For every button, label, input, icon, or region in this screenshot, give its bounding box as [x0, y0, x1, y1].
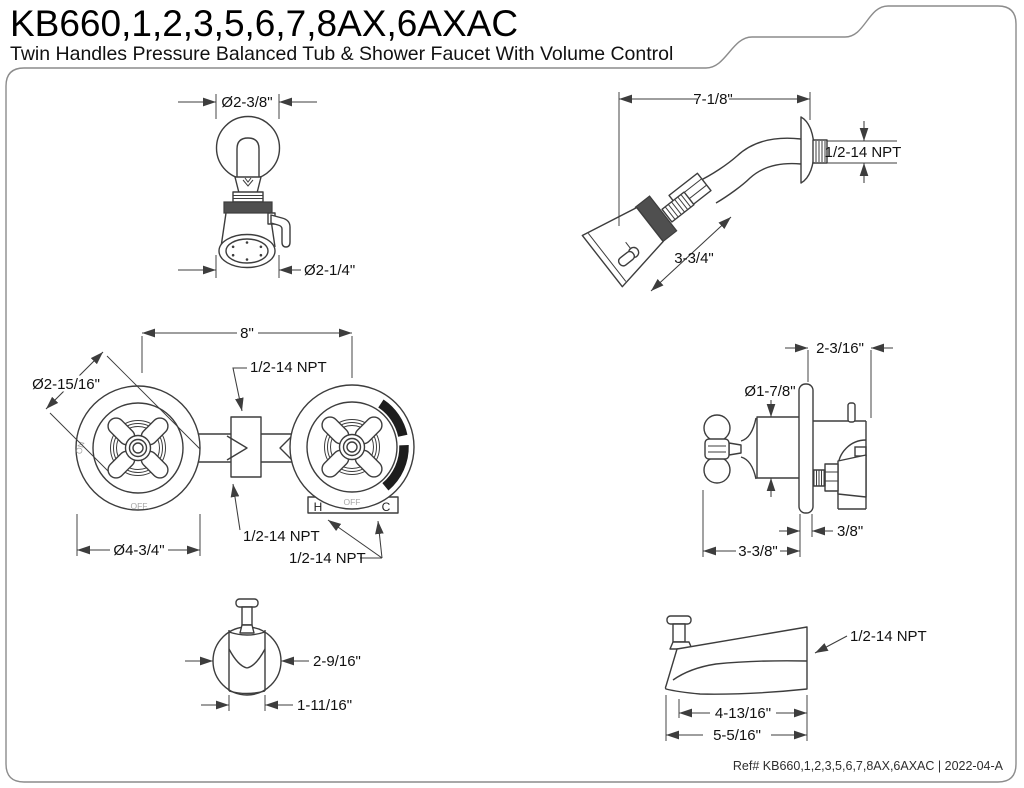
view-spout-top: [185, 599, 361, 714]
view-valve-front: [32, 325, 414, 567]
left-cross-handle: [73, 386, 200, 510]
page-subtitle: Twin Handles Pressure Balanced Tub & Shower Faucet With Volume Control: [10, 43, 674, 65]
dim-spout-overall-length: 5-5/16": [713, 727, 761, 744]
handle-top-lobe: [704, 415, 730, 441]
handle-front-boss: [705, 439, 729, 459]
dim-tub-outlet-thread: 1/2-14 NPT: [243, 528, 320, 545]
dim-head-length: 3-3/4": [674, 250, 714, 267]
ball-joint: [235, 177, 261, 193]
dim-spout-upper-length: 4-13/16": [714, 705, 772, 722]
hub-cylinder: [757, 417, 800, 478]
on-label-left: ON: [73, 440, 87, 456]
dim-spout-base-width: 1-11/16": [297, 697, 353, 714]
view-valve-side: [703, 340, 893, 560]
dim-handle-clearance: 3-3/8": [738, 543, 778, 560]
off-label-right: OFF: [343, 497, 361, 507]
dim-face-diameter: Ø2-1/4": [304, 262, 356, 279]
escutcheon-plate-side: [799, 384, 813, 513]
off-label-left: OFF: [130, 501, 148, 511]
shower-arm-front: [237, 138, 259, 178]
spout-top-outline: [213, 627, 281, 695]
right-cross-handle: [290, 385, 414, 509]
hot-label: H: [313, 500, 323, 514]
cold-label: C: [381, 500, 391, 514]
page-title: KB660,1,2,3,5,6,7,8AX,6AXAC: [10, 3, 519, 44]
volume-control-stem: [848, 403, 855, 422]
cartridge-hex-nut: [825, 464, 838, 491]
knurled-band: [224, 202, 272, 213]
arm-lower-edge: [716, 164, 801, 203]
dim-plate-thickness: 3/8": [837, 523, 864, 540]
dim-flange-diameter: Ø2-3/8": [221, 94, 273, 111]
dim-inlet-thread: 1/2-14 NPT: [289, 550, 366, 567]
diverter-knob-cap: [236, 599, 258, 607]
diverter-knob-base: [240, 625, 254, 633]
dim-inlet-thread: 1/2-14 NPT: [824, 144, 902, 161]
diverter-knob-cap-side: [667, 616, 691, 624]
dim-spout-width: 2-9/16": [313, 653, 361, 670]
dim-hub-diameter: Ø1-7/8": [744, 383, 796, 400]
dim-shower-outlet-thread: 1/2-14 NPT: [250, 359, 327, 376]
cartridge-cone: [838, 455, 866, 497]
handle-stem: [729, 443, 741, 455]
diverter-knob-stem: [242, 607, 252, 625]
dim-body-depth: 2-3/16": [816, 340, 864, 357]
handle-bell: [741, 418, 756, 479]
view-spout-side: [666, 616, 927, 744]
dim-escutcheon-diameter: Ø4-3/4": [113, 542, 165, 559]
wall-flange-side: [801, 117, 814, 183]
handle-bottom-lobe: [704, 457, 730, 483]
view-shower-head-front: [178, 94, 355, 279]
view-shower-head-side: [582, 91, 901, 291]
dim-arm-reach: 7-1/8": [693, 91, 733, 108]
collar-ring: [233, 192, 263, 202]
dim-handle-diameter: Ø2-15/16": [32, 376, 100, 393]
dim-spout-inlet-thread: 1/2-14 NPT: [850, 628, 927, 645]
reference-number: Ref# KB660,1,2,3,5,6,7,8AX,6AXAC | 2022-04-A: [732, 759, 1003, 773]
arm-upper-edge: [697, 138, 801, 182]
dim-handle-spread: 8": [240, 325, 254, 342]
diverter-knob-stem-side: [673, 624, 685, 642]
